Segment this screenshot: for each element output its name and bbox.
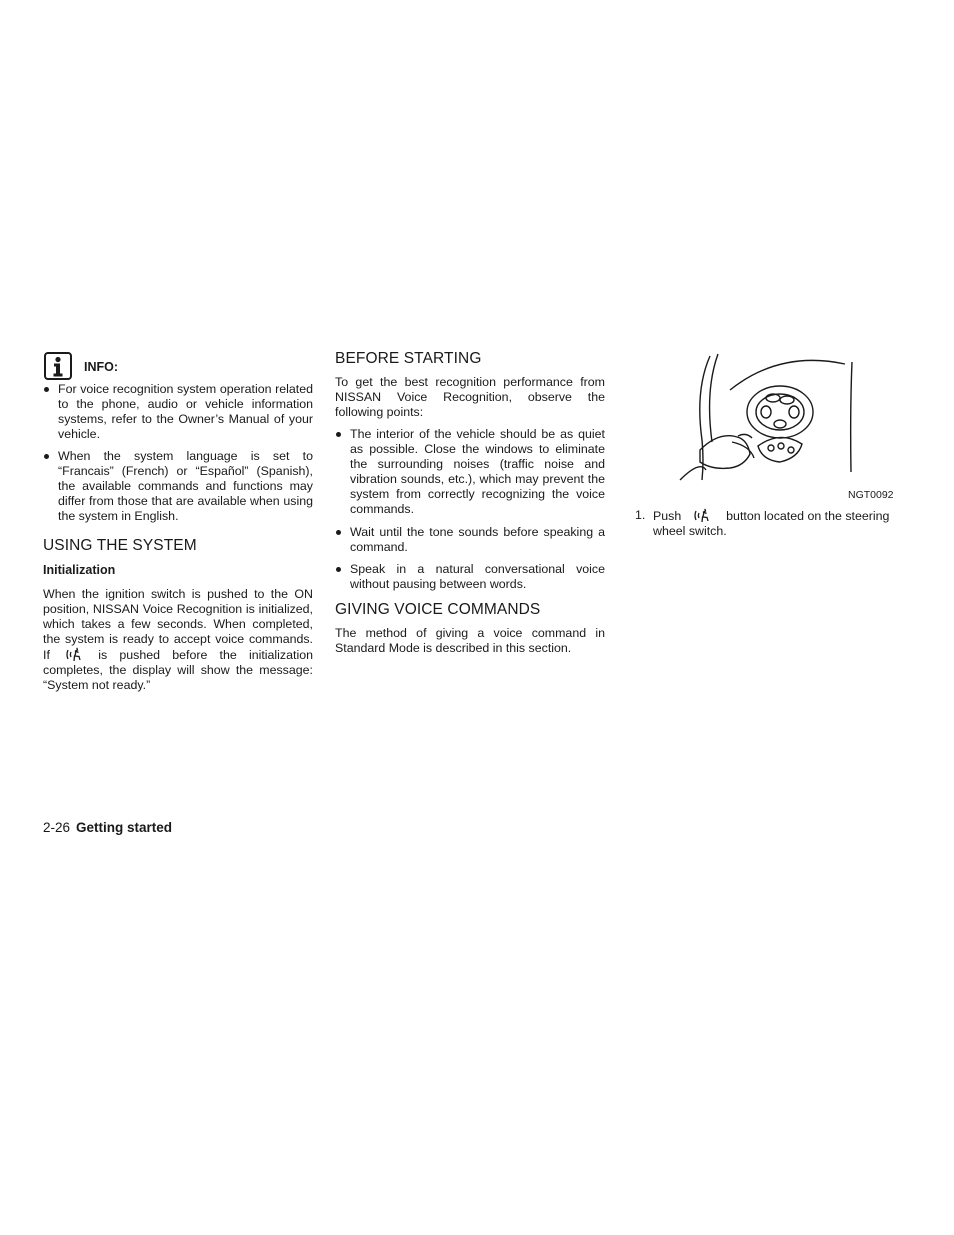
section-title: Getting started	[76, 820, 173, 835]
talk-button-icon	[693, 508, 711, 523]
middle-column	[335, 350, 605, 656]
initialization-paragraph	[43, 587, 313, 693]
figure-code: NGT0092	[848, 489, 894, 501]
step-text-b: button located on the steering wheel switch.	[653, 509, 890, 538]
page-number: 2-26	[43, 820, 71, 835]
initialization-heading: Initialization	[43, 563, 116, 577]
step-number: 1.	[635, 508, 646, 522]
before-bullet-1: The interior of the vehicle should be as quiet as possible. Close the windows to eliminate the surrounding noises (traffic noise and vibration sounds, etc.), which may prevent the system from correctly recognizing the voice commands.	[335, 427, 605, 517]
info-bullet-1: For voice recognition system operation related to the phone, audio or vehicle information systems, refer to the Owner’s Manual of your vehicle.	[43, 382, 313, 442]
initialization-text-a: When the ignition switch is pushed to the ON position, NISSAN Voice Recognition is initialized, which takes a few seconds. When completed, the system is ready to accept voice commands. If	[43, 587, 313, 662]
before-bullet-2: Wait until the tone sounds before speaking a command.	[335, 525, 605, 555]
before-heading: BEFORE STARTING	[335, 350, 482, 367]
info-label: INFO:	[84, 360, 119, 374]
step-text-a: Push	[653, 509, 682, 523]
using-heading: USING THE SYSTEM	[43, 537, 197, 554]
talk-button-icon	[65, 647, 83, 662]
before-bullet-3: Speak in a natural conversational voice without pausing between words.	[335, 562, 605, 592]
left-column	[43, 382, 313, 693]
step-1	[635, 508, 900, 539]
right-column	[635, 508, 900, 539]
steering-wheel-illustration	[640, 350, 890, 482]
info-bullet-2: When the system language is set to “Francais” (French) or “Español” (Spanish), the available commands and functions may differ from those that are available when using the system in English.	[43, 449, 313, 524]
page-footer	[43, 820, 172, 835]
initialization-text-b: is pushed before the initialization completes, the display will show the message: “System not ready.”	[43, 648, 313, 692]
before-intro: To get the best recognition performance from NISSAN Voice Recognition, observe the following points:	[335, 375, 605, 419]
giving-paragraph: The method of giving a voice command in Standard Mode is described in this section.	[335, 626, 605, 655]
giving-heading: GIVING VOICE COMMANDS	[335, 601, 541, 618]
info-icon	[44, 352, 72, 380]
